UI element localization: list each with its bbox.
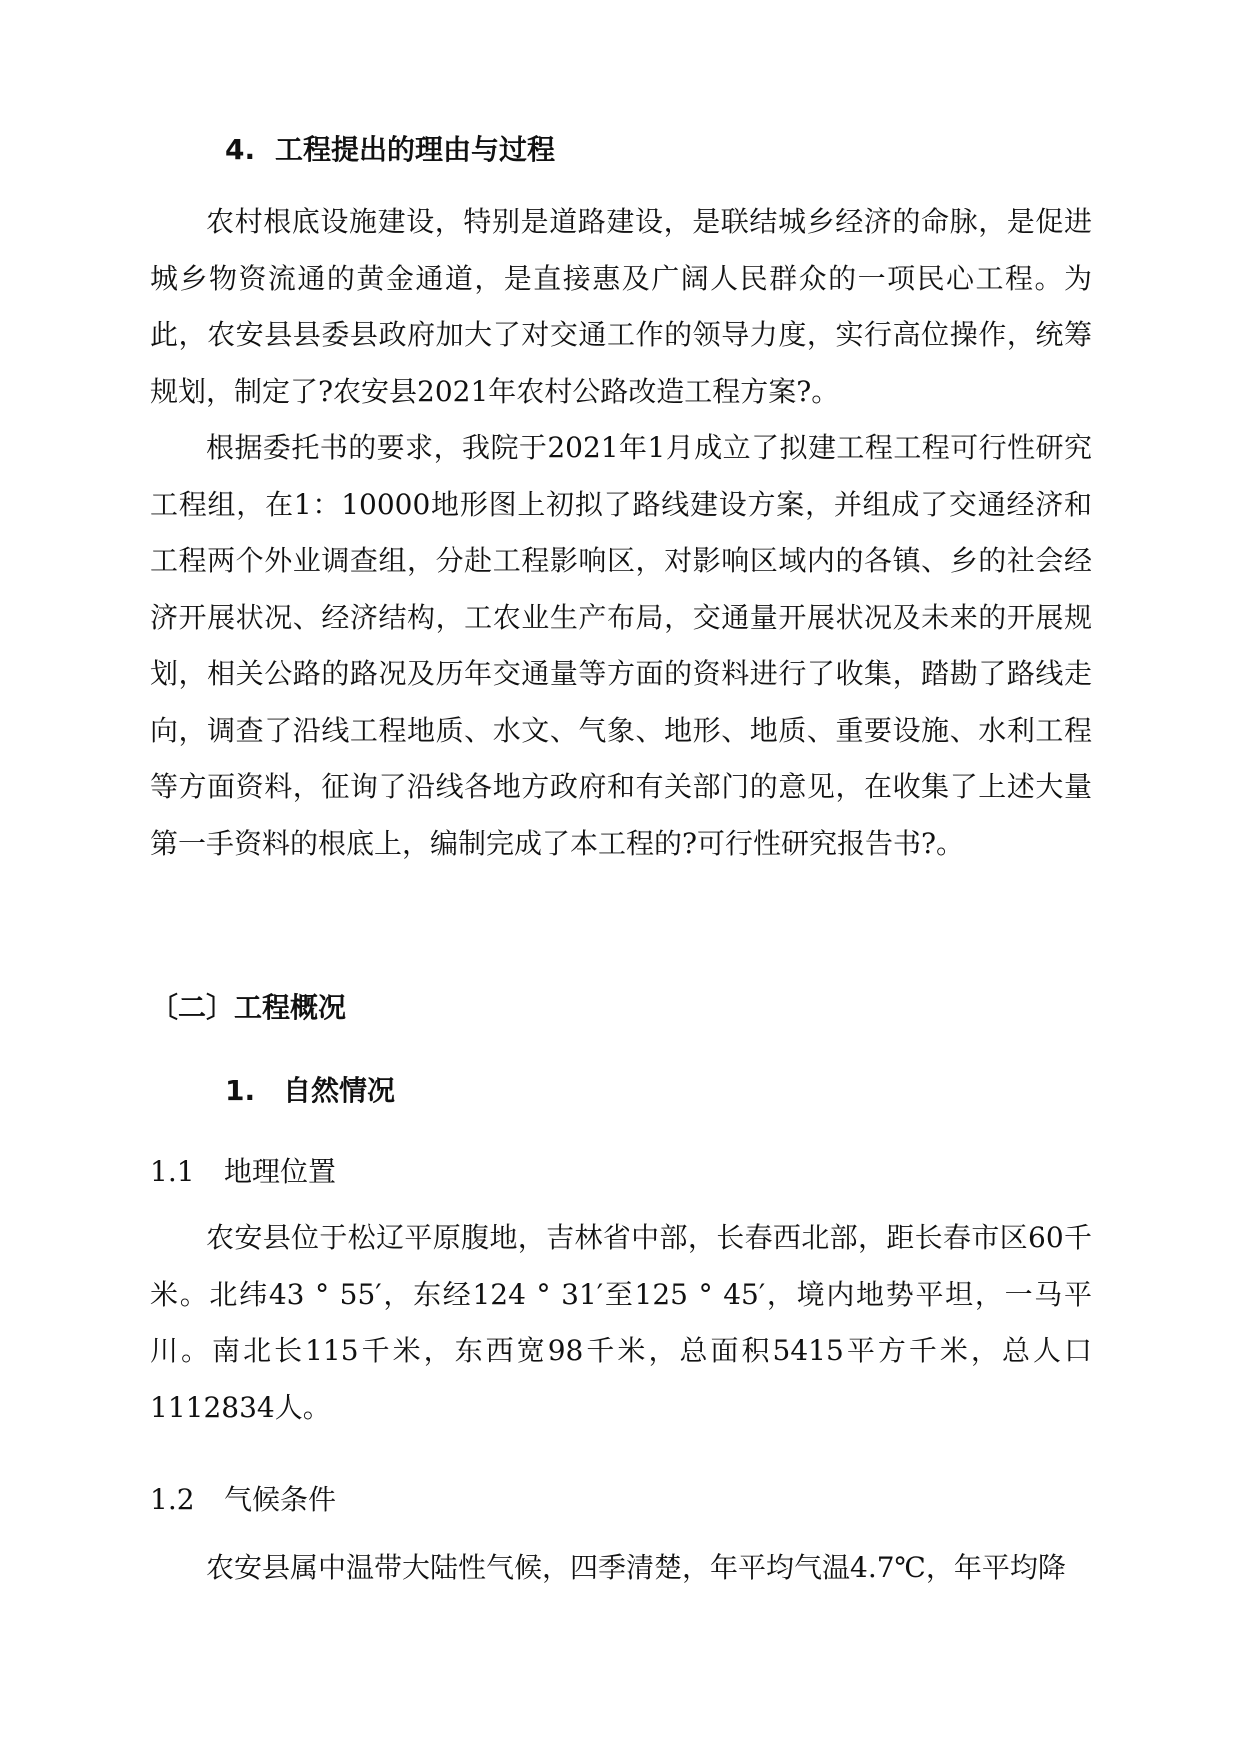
paragraph-geography: 农安县位于松辽平原腹地，吉林省中部，长春西北部，距长春市区60千米。北纬43 ° 55′，东经124 ° 31′至125 ° 45′，境内地势平坦，一马平川。南北长115千米，东西宽98千米，总面积5415平方千米，总人口1112834人。 xyxy=(150,1221,1092,1424)
part-2-heading: 〔二〕工程概况 xyxy=(150,991,347,1024)
section-1-number: 1. xyxy=(225,1074,256,1107)
subsection-1-1-heading xyxy=(150,1152,336,1192)
subsection-1-2-number: 1.2 xyxy=(150,1483,195,1516)
paragraph-process: 根据委托书的要求，我院于2021年1月成立了拟建工程工程可行性研究工程组，在1：10000地形图上初拟了路线建设方案，并组成了交通经济和工程两个外业调查组，分赴工程影响区，对影响区域内的各镇、乡的社会经济开展状况、经济结构，工农业生产布局，交通量开展状况及未来的开展规划，相关公路的路况及历年交通量等方面的资料进行了收集，踏勘了路线走向，调查了沿线工程地质、水文、气象、地形、地质、重要设施、水利工程等方面资料，征询了沿线各地方政府和有关部门的意见，在收集了上述大量第一手资料的根底上，编制完成了本工程的?可行性研究报告书?。 xyxy=(150,431,1092,860)
section-1-title: 自然情况 xyxy=(283,1074,396,1107)
paragraph-climate: 农安县属中温带大陆性气候，四季清楚，年平均气温4.7℃，年平均降 xyxy=(206,1551,1066,1584)
section-4-title: 工程提出的理由与过程 xyxy=(275,133,556,166)
paragraph-reason: 农村根底设施建设，特别是道路建设，是联结城乡经济的命脉，是促进城乡物资流通的黄金通道，是直接惠及广阔人民群众的一项民心工程。为此，农安县县委县政府加大了对交通工作的领导力度，实行高位操作，统筹规划，制定了?农安县2021年农村公路改造工程方案?。 xyxy=(150,205,1092,408)
subsection-1-1-title: 地理位置 xyxy=(224,1155,337,1188)
subsection-1-2-title: 气候条件 xyxy=(224,1483,337,1516)
subsection-1-2-heading xyxy=(150,1480,336,1520)
subsection-1-1-number: 1.1 xyxy=(150,1155,195,1188)
section-1-heading xyxy=(225,1071,395,1111)
section-4-heading xyxy=(225,130,555,170)
section-4-number: 4. xyxy=(225,133,256,166)
